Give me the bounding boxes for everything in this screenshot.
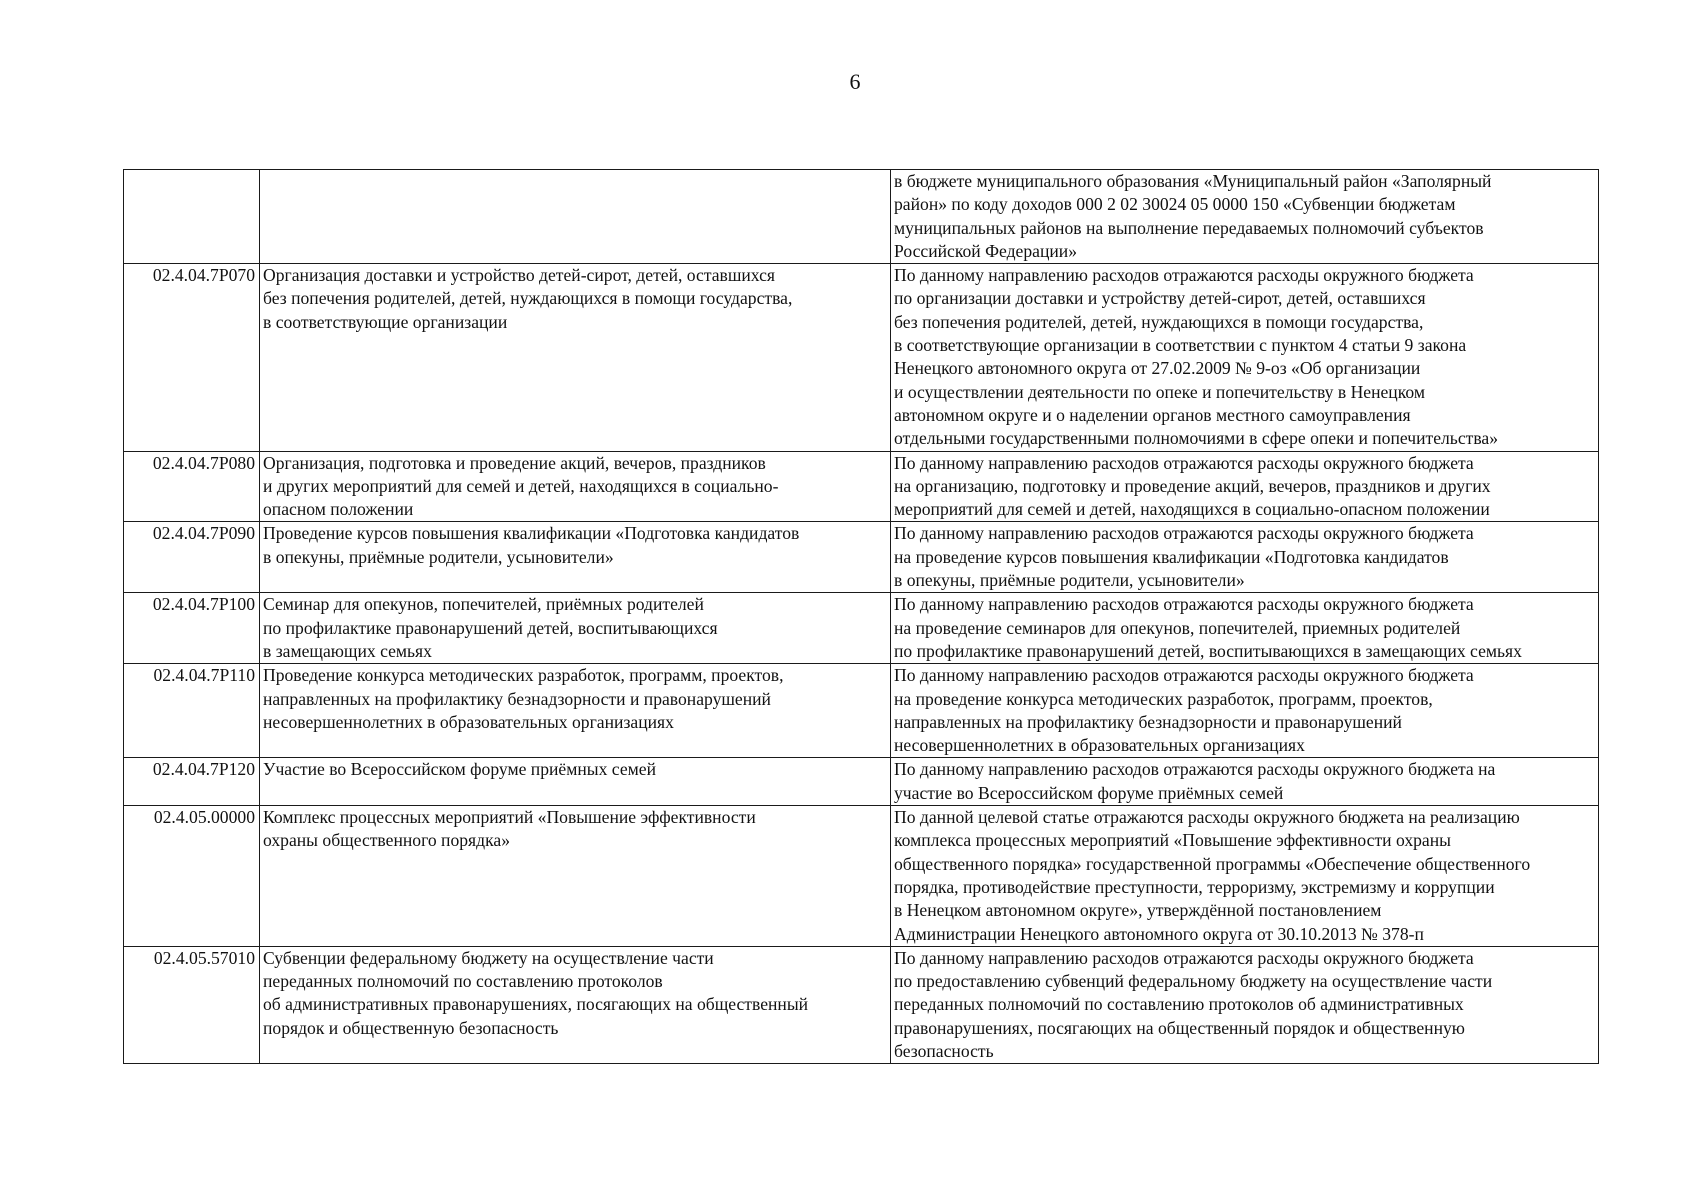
- budget-code-cell: 02.4.04.7Р120: [124, 758, 260, 806]
- item-name-cell: Организация доставки и устройство детей-сирот, детей, оставшихся без попечения родителей, детей, нуждающихся в помощи государства, в соответствующие организации: [260, 264, 891, 451]
- item-name-cell: Субвенции федеральному бюджету на осуществление части переданных полномочий по составлению протоколов об административных правонарушениях, посягающих на общественный порядок и общественную безопасность: [260, 946, 891, 1063]
- budget-code-cell: 02.4.04.7Р080: [124, 451, 260, 522]
- item-description-cell: в бюджете муниципального образования «Муниципальный район «Заполярный район» по коду доходов 000 2 02 30024 05 0000 150 «Субвенции бюджетам муниципальных районов на выполнение передаваемых полномочий субъектов Российской Федерации»: [891, 170, 1599, 264]
- table-row: [124, 664, 1599, 758]
- budget-codes-table: [123, 169, 1599, 1064]
- table-row: [124, 593, 1599, 664]
- item-name-cell: [260, 170, 891, 264]
- item-name-cell: Семинар для опекунов, попечителей, приёмных родителей по профилактике правонарушений детей, воспитывающихся в замещающих семьях: [260, 593, 891, 664]
- budget-code-cell: 02.4.04.7Р090: [124, 522, 260, 593]
- table-row: [124, 451, 1599, 522]
- budget-code-cell: 02.4.04.7Р110: [124, 664, 260, 758]
- item-name-cell: Проведение конкурса методических разработок, программ, проектов, направленных на профилактику безнадзорности и правонарушений несовершеннолетних в образовательных организациях: [260, 664, 891, 758]
- table-row: [124, 170, 1599, 264]
- item-description-cell: По данному направлению расходов отражаются расходы окружного бюджета на проведение семинаров для опекунов, попечителей, приемных родителей по профилактике правонарушений детей, воспитывающихся в замещающих семьях: [891, 593, 1599, 664]
- budget-code-cell: 02.4.04.7Р070: [124, 264, 260, 451]
- table-row: [124, 946, 1599, 1063]
- item-name-cell: Комплекс процессных мероприятий «Повышение эффективности охраны общественного порядка»: [260, 806, 891, 947]
- budget-code-cell: [124, 170, 260, 264]
- item-description-cell: По данному направлению расходов отражаются расходы окружного бюджета по предоставлению субвенций федеральному бюджету на осуществление части переданных полномочий по составлению протоколов об административных правонарушениях, посягающих на общественный порядок и общественную безопасность: [891, 946, 1599, 1063]
- item-description-cell: По данному направлению расходов отражаются расходы окружного бюджета на проведение курсов повышения квалификации «Подготовка кандидатов в опекуны, приёмные родители, усыновители»: [891, 522, 1599, 593]
- item-name-cell: Проведение курсов повышения квалификации «Подготовка кандидатов в опекуны, приёмные родители, усыновители»: [260, 522, 891, 593]
- item-description-cell: По данному направлению расходов отражаются расходы окружного бюджета по организации доставки и устройству детей-сирот, детей, оставшихся без попечения родителей, детей, нуждающихся в помощи государства, в соответствующие организации в соответствии с пунктом 4 статьи 9 закона Ненецкого автономного округа от 27.02.2009 № 9-оз «Об организации и осуществлении деятельности по опеке и попечительству в Ненецком автономном округе и о наделении органов местного самоуправления отдельными государственными полномочиями в сфере опеки и попечительства»: [891, 264, 1599, 451]
- item-description-cell: По данному направлению расходов отражаются расходы окружного бюджета на проведение конкурса методических разработок, программ, проектов, направленных на профилактику безнадзорности и правонарушений несовершеннолетних в образовательных организациях: [891, 664, 1599, 758]
- item-description-cell: По данному направлению расходов отражаются расходы окружного бюджета на организацию, подготовку и проведение акций, вечеров, праздников и других мероприятий для семей и детей, находящихся в социально-опасном положении: [891, 451, 1599, 522]
- item-description-cell: По данному направлению расходов отражаются расходы окружного бюджета на участие во Всероссийском форуме приёмных семей: [891, 758, 1599, 806]
- item-name-cell: Организация, подготовка и проведение акций, вечеров, праздников и других мероприятий для семей и детей, находящихся в социально- опасном положении: [260, 451, 891, 522]
- page-number: 6: [849, 69, 861, 94]
- item-name-cell: Участие во Всероссийском форуме приёмных семей: [260, 758, 891, 806]
- budget-code-cell: 02.4.05.00000: [124, 806, 260, 947]
- item-description-cell: По данной целевой статье отражаются расходы окружного бюджета на реализацию комплекса процессных мероприятий «Повышение эффективности охраны общественного порядка» государственной программы «Обеспечение общественного порядка, противодействие преступности, терроризму, экстремизму и коррупции в Ненецком автономном округе», утверждённой постановлением Администрации Ненецкого автономного округа от 30.10.2013 № 378-п: [891, 806, 1599, 947]
- budget-code-cell: 02.4.04.7Р100: [124, 593, 260, 664]
- budget-code-cell: 02.4.05.57010: [124, 946, 260, 1063]
- table-row: [124, 758, 1599, 806]
- table-row: [124, 264, 1599, 451]
- table-row: [124, 522, 1599, 593]
- table-row: [124, 806, 1599, 947]
